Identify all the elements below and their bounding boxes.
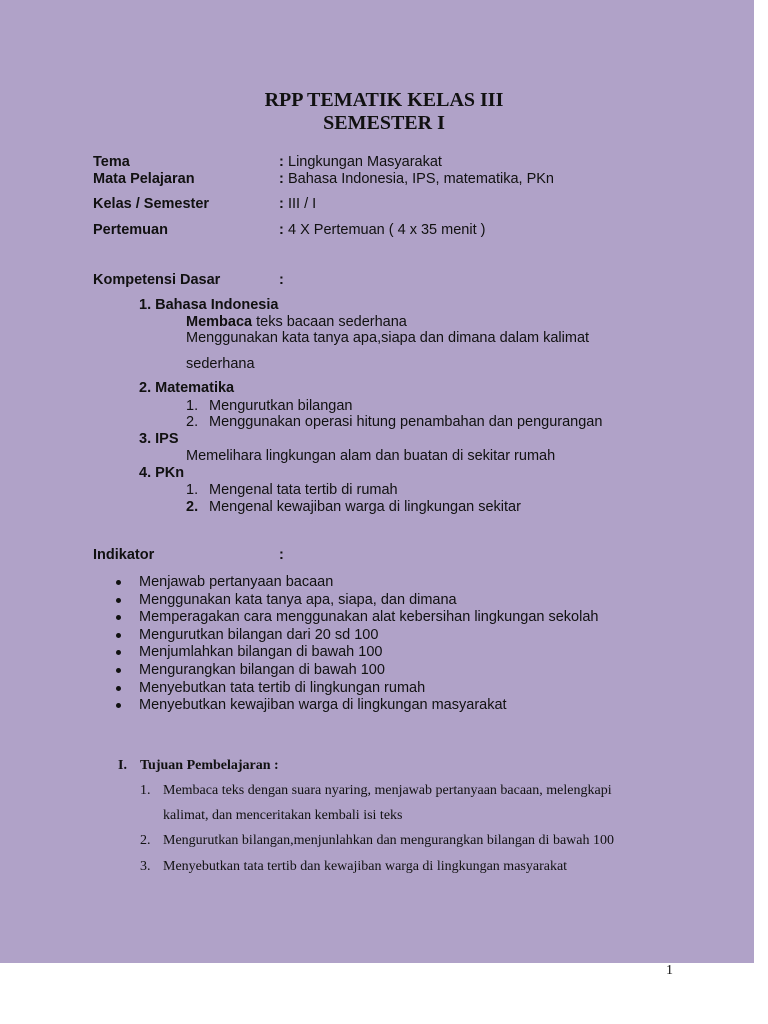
subject-heading-ips: 3. IPS [139,431,179,447]
info-label-pertemuan: Pertemuan [93,222,168,238]
tujuan-roman: I. [118,758,127,773]
info-value-mapel: Bahasa Indonesia, IPS, matematika, PKn [288,171,554,187]
pkn-item-num: 1. [186,482,199,498]
indikator-label: Indikator [93,547,155,563]
membaca-rest: teks bacaan sederhana [256,314,407,330]
tujuan-item-cont: kalimat, dan menceritakan kembali isi teks [163,808,403,823]
pkn-item: Mengenal tata tertib di rumah [209,482,398,498]
indikator-item: Memperagakan cara menggunakan alat kebersihan lingkungan sekolah [139,609,599,625]
indikator-item: Menyebutkan kewajiban warga di lingkungan masyarakat [139,697,507,713]
pkn-item: Mengenal kewajiban warga di lingkungan sekitar [209,499,521,515]
bullet-icon [116,668,121,673]
subject-bahasa-line2: Menggunakan kata tanya apa,siapa dan dimana dalam kalimat [186,330,590,346]
tujuan-item-num: 1. [140,783,151,798]
subject-heading-matematika: 2. Matematika [139,380,235,396]
subject-bahasa-line3: sederhana [186,356,255,372]
tujuan-item: Membaca teks dengan suara nyaring, menjawab pertanyaan bacaan, melengkapi [163,783,612,798]
matematika-item: Mengurutkan bilangan [209,398,353,414]
matematika-item-num: 1. [186,398,199,414]
membaca-bold: Membaca [186,314,253,330]
indikator-item: Menjumlahkan bilangan di bawah 100 [139,644,383,660]
indikator-colon: : [279,547,284,563]
indikator-item: Mengurutkan bilangan dari 20 sd 100 [139,627,379,643]
subject-heading-pkn: 4. PKn [139,465,185,481]
info-label-mapel: Mata Pelajaran [93,171,195,187]
indikator-item: Mengurangkan bilangan di bawah 100 [139,662,385,678]
kompetensi-colon: : [279,272,284,288]
tujuan-item-num: 3. [140,859,151,874]
pkn-item-num: 2. [186,499,199,515]
document-title: RPP TEMATIK KELAS III [264,89,504,111]
subject-bahasa-line1 [186,314,407,331]
bullet-icon [116,703,121,708]
tujuan-item: Menyebutkan tata tertib dan kewajiban warga di lingkungan masyarakat [163,859,568,874]
subject-heading-bahasa: 1. Bahasa Indonesia [139,297,279,313]
kompetensi-label: Kompetensi Dasar [93,272,221,288]
tujuan-item-num: 2. [140,833,151,848]
bullet-icon [116,686,121,691]
info-value-tema: Lingkungan Masyarakat [288,154,442,170]
indikator-item: Menggunakan kata tanya apa, siapa, dan dimana [139,592,457,608]
info-label-tema: Tema [93,154,130,170]
indikator-item: Menyebutkan tata tertib di lingkungan rumah [139,680,426,696]
indikator-item: Menjawab pertanyaan bacaan [139,574,334,590]
bullet-icon [116,650,121,655]
bullet-icon [116,580,121,585]
info-colon: : [279,171,284,187]
matematika-item-num: 2. [186,414,199,430]
info-value-pertemuan: 4 X Pertemuan ( 4 x 35 menit ) [288,222,486,238]
tujuan-heading: Tujuan Pembelajaran : [140,758,279,773]
bullet-icon [116,615,121,620]
document-subtitle: SEMESTER I [323,112,445,134]
tujuan-item: Mengurutkan bilangan,menjunlahkan dan mengurangkan bilangan di bawah 100 [163,833,614,848]
bullet-icon [116,633,121,638]
matematika-item: Menggunakan operasi hitung penambahan dan pengurangan [209,414,603,430]
info-colon: : [279,196,284,212]
info-value-kelas: III / I [288,196,317,212]
ips-line: Memelihara lingkungan alam dan buatan di sekitar rumah [186,448,556,464]
bullet-icon [116,598,121,603]
page-number: 1 [666,963,673,978]
info-label-kelas: Kelas / Semester [93,196,210,212]
info-colon: : [279,154,284,170]
info-colon: : [279,222,284,238]
